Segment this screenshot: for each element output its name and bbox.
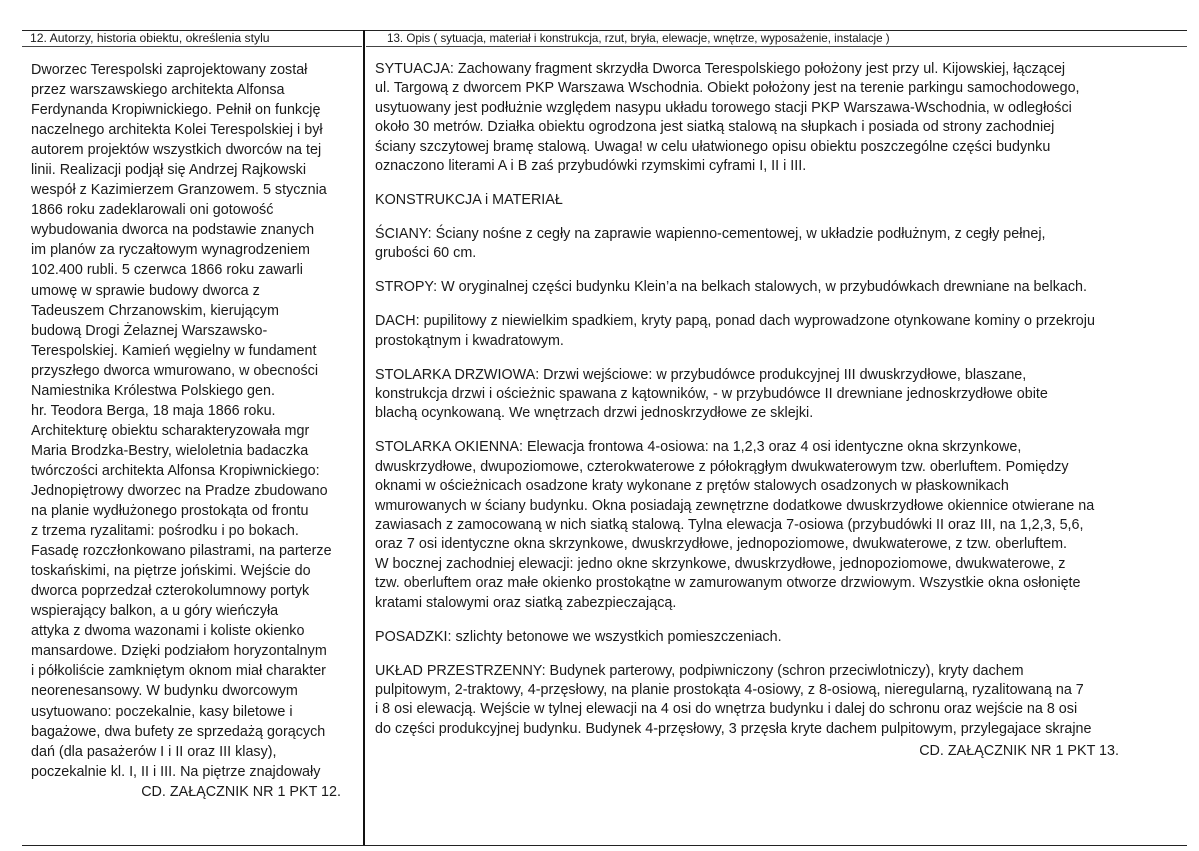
history-text-line: Dworzec Terespolski zaprojektowany został bbox=[31, 62, 308, 78]
history-text-line: Tadeuszem Chrzanowskim, kierującym bbox=[31, 302, 279, 319]
description-text-line: i 8 osi elewacją. Wejście w tylnej elewacji na 4 osi do wnętrza budynku i dalej do schronu oraz wejście na 8 osi bbox=[375, 701, 1078, 718]
paragraph-gap bbox=[375, 424, 1175, 439]
description-text-line: ściany szczytowej bramę stalową. Uwaga! w celu ułatwionego opisu obiektu poszczególne części budynku bbox=[375, 138, 1051, 155]
description-paragraph bbox=[375, 225, 1175, 264]
description-text-line: zawiasach z zamocowaną w nich siatką stalową. Tylna elewacja 7-osiowa (przybudówki II oraz III, na 1,2,3, 5,6, bbox=[375, 516, 1084, 533]
history-text-line: mansardowe. Dzięki podziałom horyzontalnym bbox=[31, 643, 327, 660]
history-text-line: im planów za ryczałtowym wynagrodzeniem bbox=[31, 242, 311, 259]
history-text-line: linii. Realizacji podjął się Andrzej Rajkowski bbox=[31, 162, 307, 179]
history-text-line: Architekturę obiektu scharakteryzowała mgr bbox=[31, 422, 310, 439]
paragraph-gap bbox=[375, 298, 1175, 313]
paragraph-gap bbox=[375, 176, 1175, 191]
history-text-line: dań (dla pasażerów I i II oraz III klasy), bbox=[31, 743, 277, 760]
description-text-line: usytuowany jest podłużnie względem nasypu układu torowego stacji PKP Warszawa-Wschodnia, w odległości bbox=[375, 99, 1072, 116]
section-12-header: 12. Autorzy, historia obiektu, określenia stylu bbox=[30, 31, 270, 45]
history-text-line: Jednopiętrowy dworzec na Pradze zbudowano bbox=[31, 482, 328, 499]
section-13-text bbox=[375, 60, 1175, 761]
description-text-line: do części produkcyjnej budynku. Budynek 4-przęsłowy, 3 przęsła kryte dachem pulpitowym, przylegajace skrajne bbox=[375, 720, 1092, 737]
description-text-line: DACH: pupilitowy z niewielkim spadkiem, kryty papą, ponad dach wyprowadzone otynkowane kominy o przekroju bbox=[375, 313, 1095, 330]
description-text-line: wmurowanych w ściany budynku. Okna posiadają zewnętrzne dodatkowe dwuskrzydłowe okiennice otwierane na bbox=[375, 497, 1095, 514]
history-text-line: dworca poprzedzał czterokolumnowy portyk bbox=[31, 583, 310, 600]
header-rule-left bbox=[22, 46, 362, 47]
description-text-line: kratami stalowymi oraz siatką zabezpieczającą. bbox=[375, 594, 677, 611]
history-text-line: naczelnego architekta Kolei Terespolskiej i był bbox=[31, 122, 323, 139]
paragraph-gap bbox=[375, 613, 1175, 628]
description-text-line: POSADZKI: szlichty betonowe we wszystkich pomieszczeniach. bbox=[375, 628, 782, 645]
paragraph-gap bbox=[375, 210, 1175, 225]
history-text-line: Ferdynanda Kropiwnickiego. Pełnił on funkcję bbox=[31, 102, 321, 119]
history-text-line: Namiestnika Królestwa Polskiego gen. bbox=[31, 382, 275, 399]
history-text-line: Terespolskiej. Kamień węgielny w fundament bbox=[31, 342, 317, 359]
description-text-line: SYTUACJA: Zachowany fragment skrzydła Dworca Terespolskiego położony jest przy ul. Kijowskiej, łączącej bbox=[375, 61, 1066, 77]
history-text-line: 1866 roku zadeklarowali oni gotowość bbox=[31, 202, 274, 219]
history-text-line: autorem projektów wszystkich dworców na tej bbox=[31, 142, 322, 159]
description-paragraph bbox=[375, 438, 1175, 613]
history-text-line: attyka z dwoma wazonami i koliste okienko bbox=[31, 623, 305, 640]
description-text-line: oraz 7 osi identyczne okna skrzynkowe, dwuskrzydłowe, jednopoziomowe, dwukwaterowe, z tzw. oberluftem. bbox=[375, 536, 1068, 553]
description-text-line: tzw. oberluftem oraz małe okienko prostokątne w zamurowanym otworze drzwiowym. Wszystkie okna osłonięte bbox=[375, 575, 1081, 592]
history-text-line: umowę w sprawie budowy dworca z bbox=[31, 282, 260, 299]
paragraph-gap bbox=[375, 351, 1175, 366]
description-text-line: W bocznej zachodniej elewacji: jedno okne skrzynkowe, dwuskrzydłowe, jednopoziomowe, dwukwaterowe, z bbox=[375, 555, 1066, 572]
column-divider bbox=[363, 30, 365, 845]
history-text-line: budową Drogi Żelaznej Warszawsko- bbox=[31, 322, 268, 339]
description-paragraph bbox=[375, 312, 1175, 351]
section-13-header: 13. Opis ( sytuacja, materiał i konstrukcja, rzut, bryła, elewacje, wnętrze, wyposażenie, instalacje ) bbox=[387, 32, 890, 45]
history-text-line: na planie wydłużonego prostokąta od frontu bbox=[31, 503, 309, 520]
history-text-line: wspierający balkon, a u góry wieńczyła bbox=[31, 603, 279, 620]
history-text-line: wespół z Kazimierzem Granzowem. 5 stycznia bbox=[31, 182, 327, 199]
description-paragraph bbox=[375, 628, 1175, 647]
description-text-line: dwuskrzydłowe, dwupoziomowe, czterokwaterowe z półokrągłym dwukwaterowym tzw. oberluftem. Pomiędzy bbox=[375, 458, 1069, 475]
history-text-line: Maria Brodzka-Bestry, wieloletnia badaczka bbox=[31, 442, 309, 459]
description-text-line: konstrukcja drzwi i ościeżnic spawana z kątowników, - w przybudówce II drewniane jednoskrzydłowe obite bbox=[375, 386, 1048, 403]
description-text-line: STOLARKA OKIENNA: Elewacja frontowa 4-osiowa: na 1,2,3 oraz 4 osi identyczne okna skrzynkowe, bbox=[375, 439, 1022, 456]
description-paragraph bbox=[375, 278, 1175, 297]
description-text-line: prostokątnym i kwadratowym. bbox=[375, 332, 564, 349]
history-text-line: twórczości architekta Alfonsa Kropiwnickiego: bbox=[31, 462, 320, 479]
description-text-line: ul. Targową z dworcem PKP Warszawa Wschodnia. Obiekt położony jest na terenie parkingu samochodowego, bbox=[375, 80, 1080, 97]
description-text-line: ŚCIANY: Ściany nośne z cegły na zaprawie wapienno-cementowej, w układzie podłużnym, z cegły pełnej, bbox=[375, 225, 1046, 242]
history-text-line: Fasadę rozczłonkowano pilastrami, na parterze bbox=[31, 543, 332, 560]
description-text-line: około 30 metrów. Działka obiektu ogrodzona jest siatką stalową na słupkach i posiada od strony zachodniej bbox=[375, 119, 1055, 136]
section-12-text bbox=[31, 60, 363, 802]
history-text-line: neorenesansowy. W budynku dworcowym bbox=[31, 683, 298, 700]
attachment-reference-12: CD. ZAŁĄCZNIK NR 1 PKT 12. bbox=[141, 783, 341, 800]
description-text-line: oznaczono literami A i B zaś przybudówki rzymskimi cyframi I, II i III. bbox=[375, 157, 807, 174]
history-text-line: z trzema ryzalitami: pośrodku i po bokach. bbox=[31, 523, 299, 540]
description-text-line: KONSTRUKCJA i MATERIAŁ bbox=[375, 191, 563, 208]
history-text-line: usytuowano: poczekalnie, kasy biletowe i bbox=[31, 703, 293, 720]
history-text-line: toskańskimi, na piętrze jońskimi. Wejście do bbox=[31, 563, 311, 580]
history-text-line: przez warszawskiego architekta Alfonsa bbox=[31, 82, 285, 99]
description-text-line: blachą ocynkowaną. We wnętrzach drzwi jednoskrzydłowe ze sklejki. bbox=[375, 405, 814, 422]
description-text-line: oknami w ościeżnicach osadzone kraty wykonane z prętów stalowych osadzonych w płaskownikach bbox=[375, 478, 1009, 495]
history-text-line: wybudowania dworca na podstawie znanych bbox=[31, 222, 315, 239]
paragraph-gap bbox=[375, 264, 1175, 279]
description-paragraph bbox=[375, 662, 1175, 740]
history-text-line: poczekalnie kl. I, II i III. Na piętrze znajdowały bbox=[31, 763, 321, 780]
history-text-line: 102.400 rubli. 5 czerwca 1866 roku zawarli bbox=[31, 262, 303, 279]
history-text-line: hr. Teodora Berga, 18 maja 1866 roku. bbox=[31, 402, 276, 419]
header-rule-right bbox=[366, 46, 1187, 47]
description-text-line: pulpitowym, 2-traktowy, 4-przęsłowy, na planie prostokąta 4-osiowy, z 8-osiową, nieregularną, ryzalitowaną na 7 bbox=[375, 681, 1084, 698]
description-paragraph bbox=[375, 60, 1175, 176]
history-text-line: bagażowe, dwa bufety ze sprzedażą gorących bbox=[31, 723, 326, 740]
form-bottom-border bbox=[22, 845, 1187, 846]
description-paragraph bbox=[375, 191, 1175, 210]
description-text-line: UKŁAD PRZESTRZENNY: Budynek parterowy, podpiwniczony (schron przeciwlotniczy), kryty dachem bbox=[375, 662, 1024, 679]
history-text-line: i półkoliście zamkniętym oknom miał charakter bbox=[31, 663, 326, 680]
history-text-line: przyszłego dworca wmurowano, w obecności bbox=[31, 362, 319, 379]
description-text-line: grubości 60 cm. bbox=[375, 245, 477, 262]
description-text-line: STROPY: W oryginalnej części budynku Klein’a na belkach stalowych, w przybudówkach drewniane na belkach. bbox=[375, 279, 1087, 296]
attachment-reference-13: CD. ZAŁĄCZNIK NR 1 PKT 13. bbox=[919, 743, 1119, 760]
paragraph-gap bbox=[375, 647, 1175, 662]
description-paragraph bbox=[375, 366, 1175, 424]
description-text-line: STOLARKA DRZWIOWA: Drzwi wejściowe: w przybudówce produkcyjnej III dwuskrzydłowe, blaszane, bbox=[375, 366, 1027, 383]
